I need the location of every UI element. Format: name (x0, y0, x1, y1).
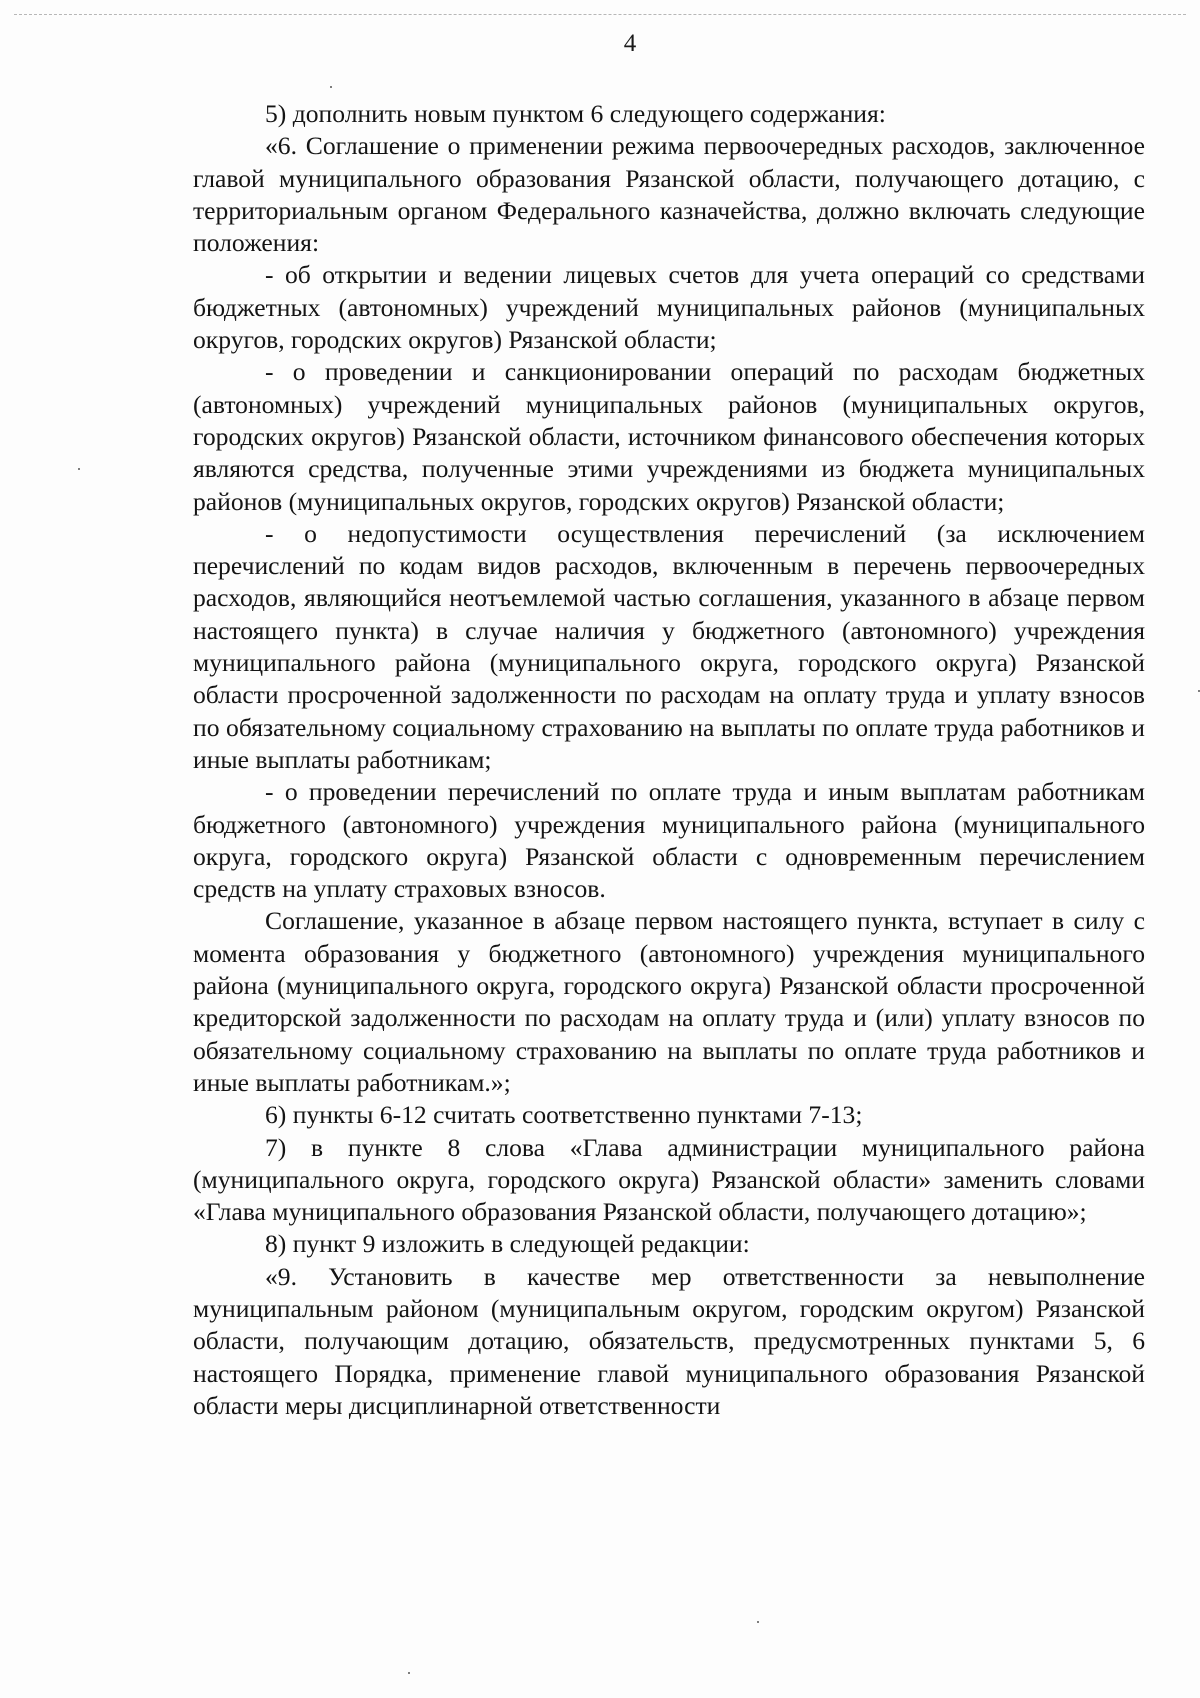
paragraph: - о проведении перечислений по оплате труда и иным выплатам работникам бюджетного (автономного) учреждения муниципального района (муниципального округа, городского округа) Рязанской области с одновременным перечислением средств на уплату страховых взносов. (193, 777, 1145, 904)
paragraph: 8) пункт 9 изложить в следующей редакции: (265, 1229, 750, 1259)
paragraph: - о проведении и санкционировании операций по расходам бюджетных (автономных) учреждений муниципальных районов (муниципальных округов, городских округов) Рязанской области, источником финансового обеспечения которых являются средства, полученные этими учреждениями из бюджета муниципальных районов (муниципальных округов, городских округов) Рязанской области; (193, 357, 1145, 516)
page-number: 4 (623, 30, 637, 57)
paragraph: «9. Установить в качестве мер ответственности за невыполнение муниципальным районом (муниципальным округом, городским округом) Рязанской области, получающим дотацию, обязательств, предусмотренных пунктами 5, 6 настоящего Порядка, применение главой муниципального образования Рязанской области меры дисциплинарной ответственности (193, 1261, 1145, 1420)
paragraph: 6) пункты 6-12 считать соответственно пунктами 7-13; (265, 1100, 863, 1130)
paragraph: «6. Соглашение о применении режима первоочередных расходов, заключенное главой муниципального образования Рязанской области, получающего дотацию, с территориальным органом Федерального казначейства, должно включать следующие положения: (193, 131, 1145, 258)
paragraph: - об открытии и ведении лицевых счетов для учета операций со средствами бюджетных (автономных) учреждений муниципальных районов (муниципальных округов, городских округов) Рязанской области; (193, 260, 1145, 355)
scan-speck (408, 1672, 410, 1674)
scan-speck (757, 1621, 759, 1623)
paragraph: 7) в пункте 8 слова «Глава администрации муниципального района (муниципального округа, городского округа) Рязанской области» заменить словами «Глава муниципального образования Рязанской области, получающего дотацию»; (193, 1132, 1145, 1227)
paragraph: Соглашение, указанное в абзаце первом настоящего пункта, вступает в силу с момента образования у бюджетного (автономного) учреждения муниципального района (муниципального округа, городского округа) Рязанской области просроченной кредиторской задолженности по расходам на оплату труда и (или) уплату взносов по обязательному социальному страхованию на выплаты по оплате труда работников и иные выплаты работникам.»; (193, 906, 1145, 1097)
scan-speck (78, 468, 80, 470)
paragraph: 5) дополнить новым пунктом 6 следующего содержания: (265, 99, 886, 128)
paragraph: - о недопустимости осуществления перечислений (за исключением перечислений по кодам видов расходов, включенным в перечень первоочередных расходов, являющийся неотъемлемой частью соглашения, указанного в абзаце первом настоящего пункта) в случае наличия у бюджетного (автономного) учреждения муниципального района (муниципального округа, городского округа) Рязанской области просроченной задолженности по расходам на оплату труда и уплату взносов по обязательному социальному страхованию на выплаты по оплате труда работников и иные выплаты работникам; (193, 518, 1145, 774)
scan-speck (330, 86, 332, 88)
document-body (193, 98, 1145, 1422)
scan-top-edge (14, 14, 1186, 15)
